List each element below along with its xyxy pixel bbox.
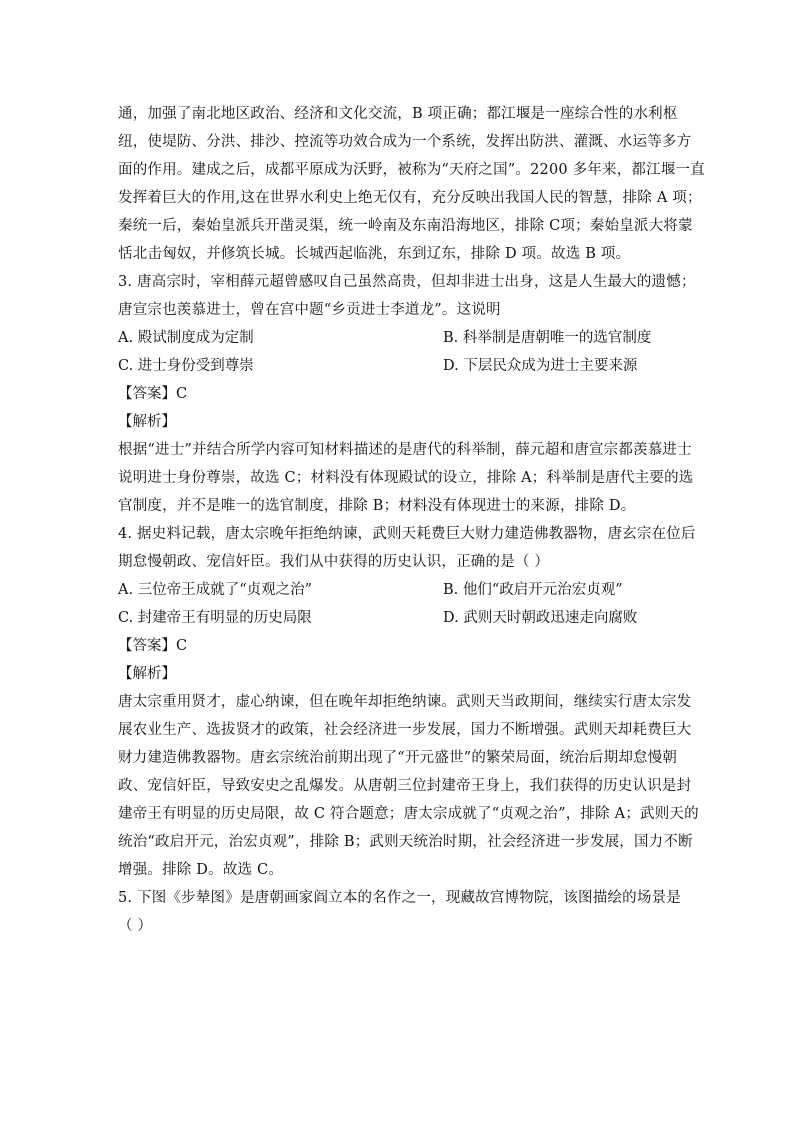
question-4-options-row	[118, 576, 678, 604]
option-d: D. 下层民众成为进士主要来源	[443, 358, 638, 374]
analysis-line: 唐太宗重用贤才，虚心纳谏，但在晚年却拒绝纳谏。武则天当政期间，继续实行唐太宗发	[118, 694, 692, 710]
question-3-options-row	[118, 352, 678, 380]
analysis-line: 统治“政启开元，治宏贞观”，排除 B；武则天统治时期，社会经济进一步发展，国力不断	[118, 834, 693, 850]
text-line: 面的作用。建成之后，成都平原成为沃野，被称为“天府之国”。2200 多年来，都江堰一直	[118, 162, 705, 178]
text-line: 恬北击匈奴，并修筑长城。长城西起临洮，东到辽东，排除 D 项。故选 B 项。	[118, 246, 631, 262]
analysis-line: 增强。排除 D。故选 C。	[118, 862, 284, 878]
question-5-stem: （ ）	[118, 918, 153, 934]
option-c: C. 进士身份受到尊崇	[118, 358, 254, 374]
text-line: 通，加强了南北地区政治、经济和文化交流，B 项正确；都江堰是一座综合性的水利枢	[118, 106, 678, 122]
option-d: D. 武则天时朝政迅速走向腐败	[443, 610, 638, 626]
option-a: A. 殿试制度成为定制	[118, 330, 254, 346]
analysis-line: 建帝王有明显的历史局限，故 C 符合题意；唐太宗成就了“贞观之治”，排除 A；武则天的	[118, 806, 699, 822]
answer-label: 【答案】C	[118, 638, 188, 654]
analysis-line: 官制度，并不是唯一的选官制度，排除 B；材料没有体现进士的来源，排除 D。	[118, 498, 636, 514]
option-b: B. 他们“政启开元治宏贞观”	[443, 582, 623, 598]
question-4-options-row	[118, 604, 678, 632]
answer-label: 【答案】C	[118, 386, 188, 402]
document-page	[118, 100, 705, 940]
analysis-line: 说明进士身份尊崇，故选 C；材料没有体现殿试的设立，排除 A；科举制是唐代主要的选	[118, 470, 694, 486]
question-3-stem: 唐宣宗也羡慕进士，曾在宫中题“乡贡进士李道龙”。这说明	[118, 302, 501, 318]
analysis-label: 【解析】	[118, 666, 176, 682]
text-line: 发挥着巨大的作用,这在世界水利史上绝无仅有，充分反映出我国人民的智慧，排除 A 项；	[118, 190, 702, 206]
question-3-stem: 3. 唐高宗时，宰相薛元超曾感叹自己虽然高贵，但却非进士出身，这是人生最大的遗憾；	[118, 274, 696, 290]
analysis-line: 根据“进士”并结合所学内容可知材料描述的是唐代的科举制，薛元超和唐宣宗都羡慕进士	[118, 442, 692, 458]
question-4-stem: 期怠慢朝政、宠信奸臣。我们从中获得的历史认识，正确的是（ ）	[118, 554, 550, 570]
question-5-stem: 5. 下图《步辇图》是唐朝画家阎立本的名作之一，现藏故宫博物院，该图描绘的场景是	[118, 890, 681, 906]
question-4-stem: 4. 据史料记载，唐太宗晚年拒绝纳谏，武则天耗费巨大财力建造佛教器物，唐玄宗在位后	[118, 526, 696, 542]
text-line: 秦统一后，秦始皇派兵开凿灵渠，统一岭南及东南沿海地区，排除 C项；秦始皇派大将蒙	[118, 218, 693, 234]
analysis-label: 【解析】	[118, 414, 176, 430]
analysis-line: 展农业生产、选拔贤才的政策，社会经济进一步发展，国力不断增强。武则天却耗费巨大	[118, 722, 692, 738]
option-c: C. 封建帝王有明显的历史局限	[118, 610, 312, 626]
option-a: A. 三位帝王成就了“贞观之治”	[118, 582, 313, 598]
analysis-line: 财力建造佛教器物。唐玄宗统治前期出现了“开元盛世”的繁荣局面，统治后期却怠慢朝	[118, 750, 678, 766]
option-b: B. 科举制是唐朝唯一的选官制度	[443, 330, 652, 346]
question-3-options-row	[118, 324, 678, 352]
text-line: 纽，使堤防、分洪、排沙、控流等功效合成为一个系统，发挥出防洪、灌溉、水运等多方	[118, 134, 692, 150]
analysis-line: 政、宠信奸臣，导致安史之乱爆发。从唐朝三位封建帝王身上，我们获得的历史认识是封	[118, 778, 692, 794]
